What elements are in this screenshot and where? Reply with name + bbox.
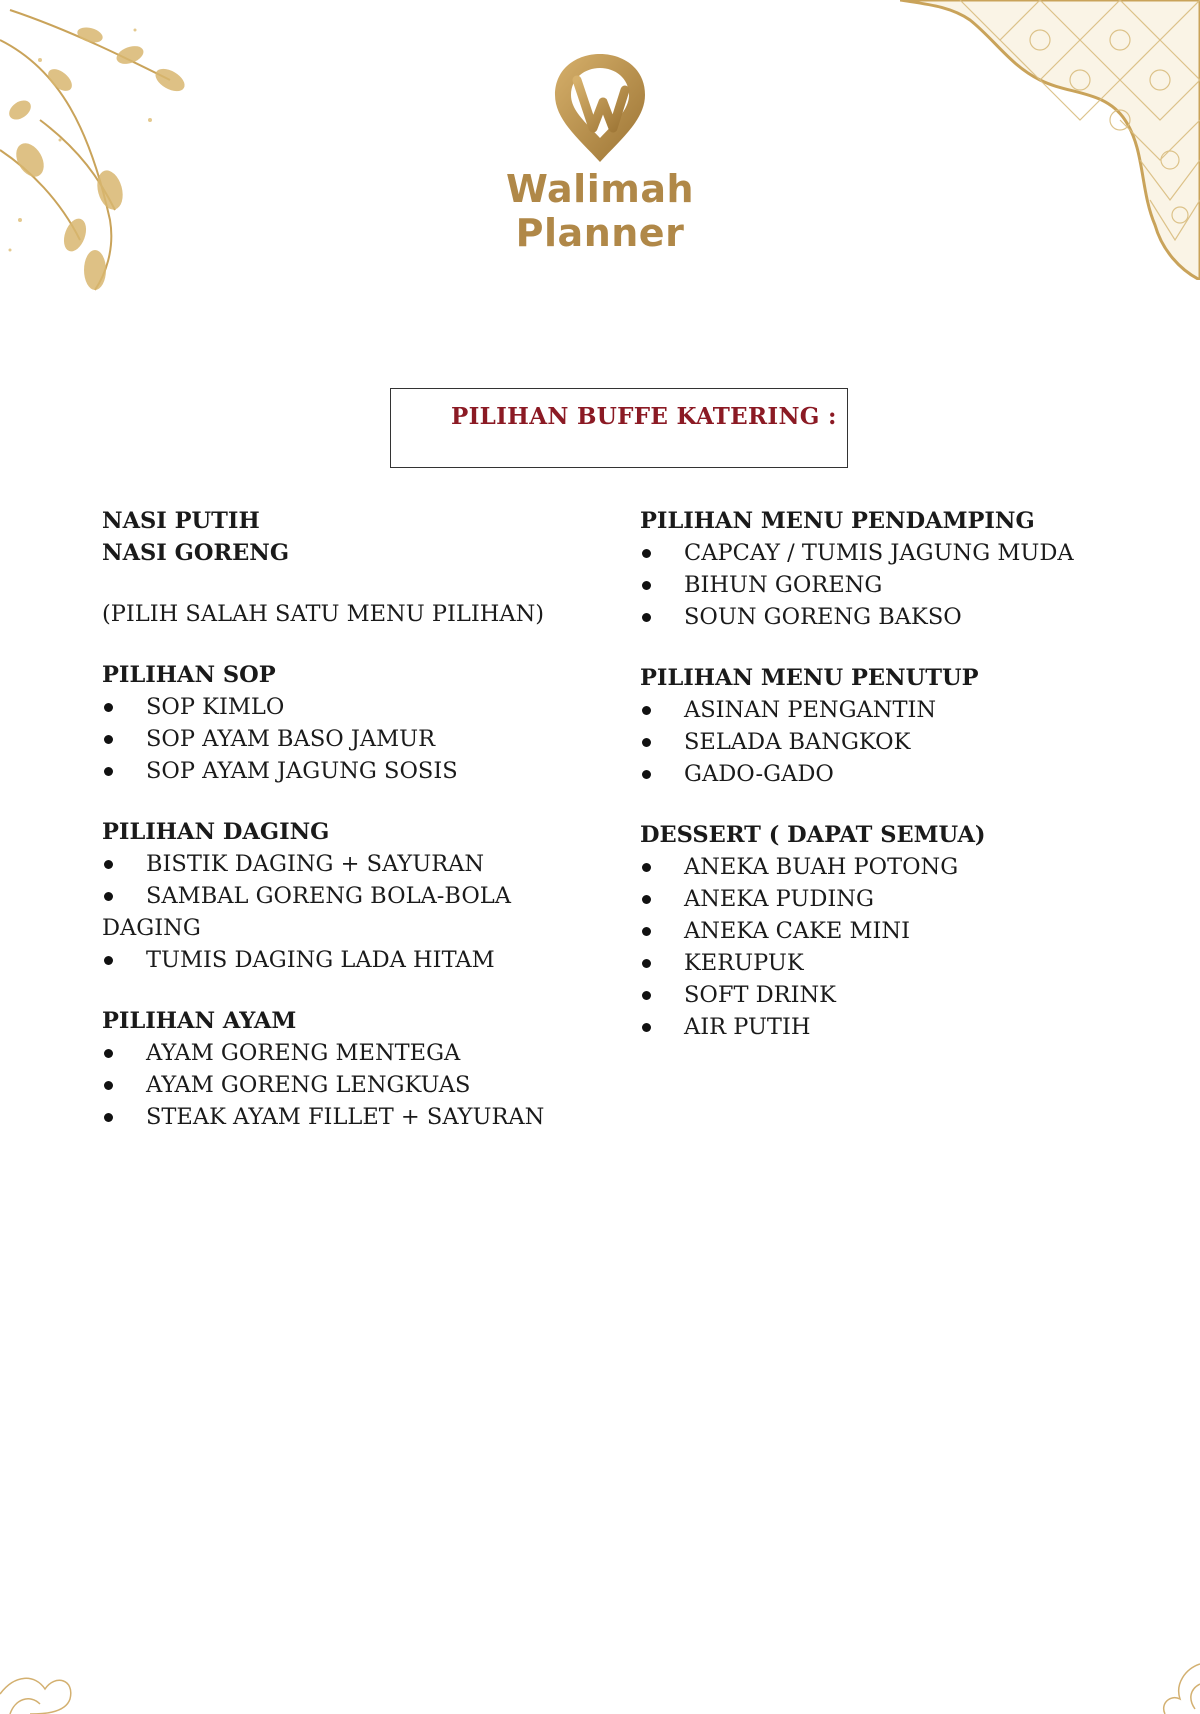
list-item: SOP AYAM JAGUNG SOSIS [102,755,572,787]
bullet-icon [104,956,113,965]
pendamping-list [640,537,1120,633]
brand-logo [440,50,760,255]
bullet-icon [104,1049,113,1058]
list-item: AIR PUTIH [640,1011,1120,1043]
staple-item: NASI GORENG [102,540,290,566]
bullet-icon [642,581,651,590]
bullet-icon [642,991,651,1000]
bullet-icon [642,706,651,715]
section-heading-ayam: PILIHAN AYAM [102,1008,297,1034]
list-item: CAPCAY / TUMIS JAGUNG MUDA [640,537,1120,569]
bullet-icon [642,549,651,558]
sop-list [102,691,572,787]
staple-item: NASI PUTIH [102,508,260,534]
bullet-icon [104,1113,113,1122]
section-heading-sop: PILIHAN SOP [102,662,276,688]
list-item: SELADA BANGKOK [640,726,1120,758]
section-heading-daging: PILIHAN DAGING [102,819,330,845]
title-box [390,388,848,468]
gold-lattice-decoration-icon [900,0,1200,280]
menu-column-left [102,505,572,1133]
page-title: PILIHAN BUFFE KATERING : [451,403,837,430]
list-item: SOFT DRINK [640,979,1120,1011]
bullet-icon [104,703,113,712]
bullet-icon [642,613,651,622]
penutup-list [640,694,1120,790]
bullet-icon [642,927,651,936]
bullet-icon [642,959,651,968]
ayam-list [102,1037,572,1133]
walimah-logo-icon [545,50,655,165]
bullet-icon [642,770,651,779]
bullet-icon [642,738,651,747]
bullet-icon [642,895,651,904]
bullet-icon [104,860,113,869]
section-heading-dessert: DESSERT ( DAPAT SEMUA) [640,822,986,848]
bullet-icon [642,1023,651,1032]
list-item: SOP KIMLO [102,691,572,723]
list-item: BIHUN GORENG [640,569,1120,601]
list-item: ANEKA BUAH POTONG [640,851,1120,883]
list-item: AYAM GORENG LENGKUAS [102,1069,572,1101]
list-item: TUMIS DAGING LADA HITAM [102,944,572,976]
list-item: STEAK AYAM FILLET + SAYURAN [102,1101,572,1133]
section-heading-pendamping: PILIHAN MENU PENDAMPING [640,508,1035,534]
dessert-list [640,851,1120,1043]
section-heading-penutup: PILIHAN MENU PENUTUP [640,665,979,691]
bullet-icon [104,892,113,901]
bullet-icon [642,863,651,872]
list-item: SAMBAL GORENG BOLA-BOLA DAGING [102,880,572,944]
brand-name: Walimah Planner [505,167,695,255]
bullet-icon [104,735,113,744]
selection-note: (PILIH SALAH SATU MENU PILIHAN) [102,601,545,627]
list-item: ANEKA PUDING [640,883,1120,915]
bullet-icon [104,767,113,776]
list-item: BISTIK DAGING + SAYURAN [102,848,572,880]
gold-flower-decoration-icon [1140,1644,1200,1714]
bullet-icon [104,1081,113,1090]
list-item: GADO-GADO [640,758,1120,790]
list-item: AYAM GORENG MENTEGA [102,1037,572,1069]
list-item: KERUPUK [640,947,1120,979]
menu-column-right [640,505,1120,1043]
list-item-continuation: DAGING [102,915,201,941]
list-item: ASINAN PENGANTIN [640,694,1120,726]
daging-list [102,848,572,976]
list-item: SOUN GORENG BAKSO [640,601,1120,633]
gold-leaves-decoration-icon [0,0,220,300]
gold-flower-decoration-icon [0,1634,90,1714]
list-item: ANEKA CAKE MINI [640,915,1120,947]
list-item: SOP AYAM BASO JAMUR [102,723,572,755]
